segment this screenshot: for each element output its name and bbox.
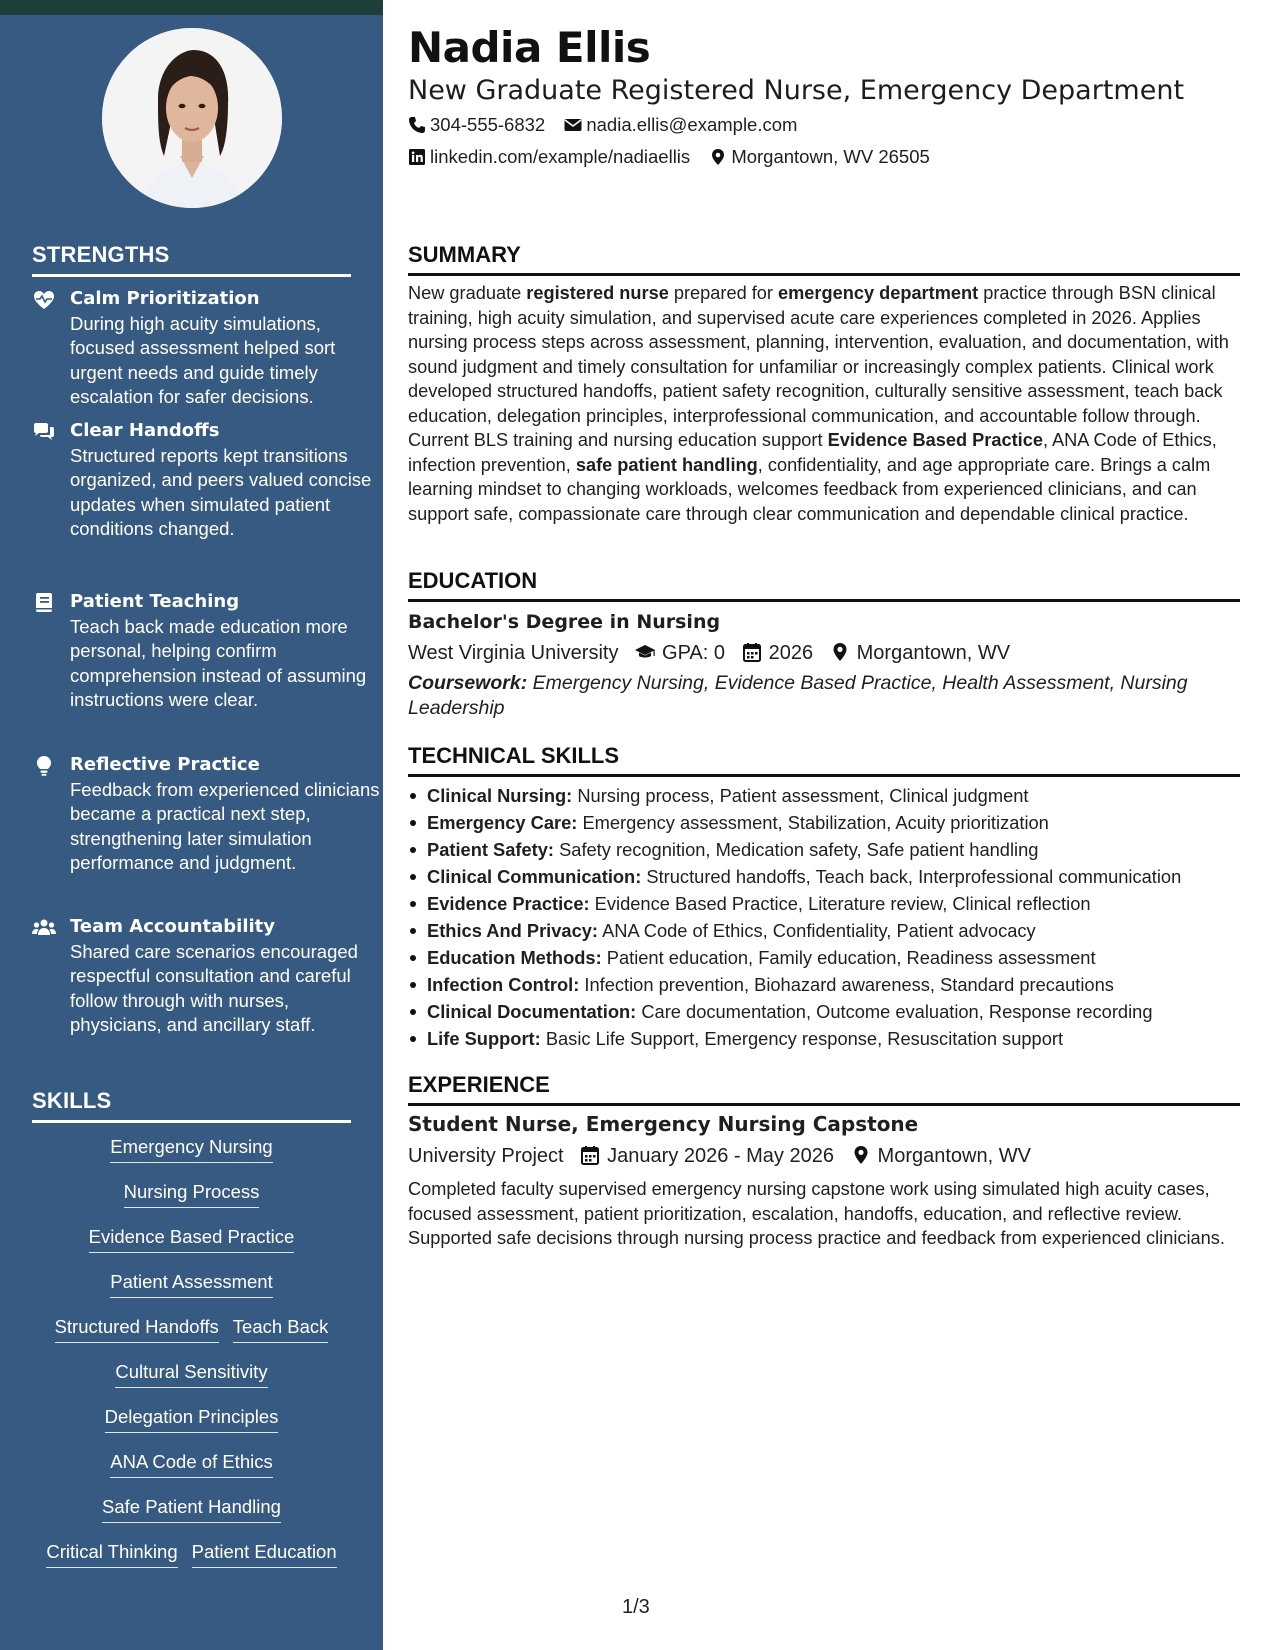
skill-values: Emergency assessment, Stabilization, Acuity prioritization [577,812,1049,833]
candidate-name: Nadia Ellis [408,23,651,72]
job-location: Morgantown, WV [877,1145,1031,1167]
gpa-item [634,640,725,666]
list-item [408,971,1240,998]
skill-row [32,1540,351,1568]
school-name: West Virginia University [408,642,619,664]
skill-row [32,1270,351,1298]
gpa-text: GPA: 0 [662,642,726,664]
skill-row [32,1405,351,1433]
summary-text [408,281,1240,526]
strength-description: Structured reports kept transitions organized, and peers valued concise updates when simulated patient conditions changed. [70,445,372,540]
skill-tag: Critical Thinking [46,1540,177,1568]
strength-title: Clear Handoffs [70,420,220,441]
skill-values: Infection prevention, Biohazard awareness, Standard precautions [579,974,1114,995]
skill-category: Clinical Nursing: [427,785,573,806]
list-item [408,1025,1240,1052]
skill-values: Basic Life Support, Emergency response, Resuscitation support [540,1028,1064,1049]
skill-row [32,1360,351,1388]
linkedin-icon [408,148,426,166]
envelope-icon [564,116,582,134]
summary-segment: prepared for [668,283,779,303]
skill-tag: Structured Handoffs [55,1315,219,1343]
calendar-icon [579,1145,601,1165]
phone-icon [408,116,426,134]
skill-tag: Teach Back [233,1315,329,1343]
skill-category: Evidence Practice: [427,893,590,914]
list-item [408,998,1240,1025]
coursework [408,671,1240,720]
skill-tag: Safe Patient Handling [102,1495,281,1523]
calendar-icon [741,642,763,662]
book-icon [32,592,56,614]
skill-tag: Emergency Nursing [110,1135,272,1163]
candidate-role: New Graduate Registered Nurse, Emergency Department [408,75,1185,106]
chat-bubbles-icon [32,421,56,443]
linkedin-contact[interactable] [408,145,690,169]
linkedin-text: linkedin.com/example/nadiaellis [430,146,691,167]
degree-title: Bachelor's Degree in Nursing [408,611,721,633]
phone-text: 304-555-6832 [430,114,546,135]
skill-values: Nursing process, Patient assessment, Clinical judgment [572,785,1029,806]
skill-category: Clinical Communication: [427,866,642,887]
list-item [408,917,1240,944]
skill-tag: Cultural Sensitivity [115,1360,267,1388]
skill-row [32,1225,351,1253]
phone-contact[interactable] [408,113,545,137]
skill-tag: Patient Assessment [110,1270,272,1298]
heart-pulse-icon [32,289,56,311]
skill-row [32,1495,351,1523]
job-description: Completed faculty supervised emergency nursing capstone work using simulated high acuity cases, focused assessment, patient prioritization, escalation, handoffs, education, and reflective review. Supported safe decisions through nursing process practice and feedback from experienced clinicians. [408,1179,1225,1248]
skill-tag: Delegation Principles [105,1405,279,1433]
summary-highlight: safe patient handling [575,454,758,475]
skill-values: Safety recognition, Medication safety, Safe patient handling [554,839,1039,860]
map-pin-icon [829,642,851,662]
year-text: 2026 [768,642,814,664]
skill-row [32,1315,351,1343]
skill-row [32,1135,351,1163]
contact-line [408,113,811,137]
summary-highlight: registered nurse [526,283,669,303]
experience-heading: EXPERIENCE [408,1071,1240,1106]
strength-description: During high acuity simulations, focused assessment helped sort urgent needs and guide timely escalation for safer decisions. [70,313,336,408]
job-org: University Project [408,1145,564,1167]
summary-segment: New graduate [408,283,527,303]
job-title: Student Nurse, Emergency Nursing Capstone [408,1112,919,1136]
list-item [408,809,1240,836]
lightbulb-icon [32,755,56,777]
location-contact [709,145,929,169]
strength-description: Shared care scenarios encouraged respectful consultation and careful follow through with nurses, physicians, and ancillary staff. [70,941,358,1036]
edu-location-item [829,640,1010,666]
skill-row [32,1450,351,1478]
job-location-item [850,1143,1031,1169]
skill-tag: Patient Education [192,1540,337,1568]
skill-values: Patient education, Family education, Readiness assessment [601,947,1096,968]
year-item [741,640,814,666]
coursework-label: Coursework: [408,672,528,694]
strength-title: Patient Teaching [70,591,240,612]
skill-category: Emergency Care: [427,812,578,833]
map-pin-icon [709,148,727,166]
skill-values: Evidence Based Practice, Literature review, Clinical reflection [589,893,1091,914]
skill-values: Structured handoffs, Teach back, Interprofessional communication [641,866,1182,887]
skill-category: Infection Control: [427,974,580,995]
strength-description: Feedback from experienced clinicians became a practical next step, strengthening later simulation performance and judgment. [70,779,380,874]
skill-row [32,1180,351,1208]
team-icon [32,917,56,939]
summary-highlight: emergency department [778,283,979,303]
technical-skills-list [408,782,1240,1052]
job-dates-item [579,1143,834,1169]
list-item [408,782,1240,809]
education-heading: EDUCATION [408,567,1240,602]
list-item [408,890,1240,917]
email-contact[interactable] [564,113,797,137]
email-text: nadia.ellis@example.com [586,114,798,135]
education-meta [408,640,1020,666]
skill-values: Care documentation, Outcome evaluation, Response recording [636,1001,1153,1022]
summary-segment: , ANA Code of Ethics, infection prevention, [408,430,1217,475]
map-pin-icon [850,1145,872,1165]
job-meta [408,1143,1041,1169]
strength-description: Teach back made education more personal, helping confirm comprehension instead of assuming instructions were clear. [70,616,367,711]
strength-title: Calm Prioritization [70,288,260,309]
summary-segment: , confidentiality, and age appropriate care. Brings a calm learning mindset to changing workloads, welcomes feedback from experienced clinicians, and can support safe, compassionate care through clear communication and dependable clinical practice. [408,454,1211,524]
skill-category: Education Methods: [427,947,602,968]
location-text: Morgantown, WV 26505 [731,146,930,167]
strength-title: Team Accountability [70,916,276,937]
skill-tag: Nursing Process [124,1180,260,1208]
summary-heading: SUMMARY [408,241,1240,276]
page-number: 1/3 [622,1596,650,1618]
strength-title: Reflective Practice [70,754,260,775]
summary-highlight: Evidence Based Practice [827,430,1043,450]
list-item [408,836,1240,863]
contact-line [408,145,944,169]
graduation-cap-icon [634,642,656,662]
strengths-heading: STRENGTHS [32,242,351,277]
skill-category: Clinical Documentation: [427,1001,637,1022]
list-item [408,863,1240,890]
list-item [408,944,1240,971]
skill-values: ANA Code of Ethics, Confidentiality, Patient advocacy [598,920,1036,941]
technical-skills-heading: TECHNICAL SKILLS [408,742,1240,777]
summary-segment: practice through BSN clinical training, high acuity simulation, and supervised acute care experiences completed in 2026. Applies nursing process steps across assessment, planning, intervention, evaluation, and documentation, with sound judgment and timely consultation for unfamiliar or increasingly complex patients. Clinical work developed structured handoffs, patient safety recognition, culturally sensitive assessment, teach back education, delegation principles, interprofessional communication, and accountable follow through. Current BLS training and nursing education support [408,283,1229,450]
skill-tag: Evidence Based Practice [89,1225,295,1253]
skill-category: Ethics And Privacy: [427,920,599,941]
skill-tag: ANA Code of Ethics [110,1450,272,1478]
job-dates: January 2026 - May 2026 [607,1145,834,1167]
skill-category: Life Support: [427,1028,541,1049]
avatar [102,28,282,208]
skill-category: Patient Safety: [427,839,554,860]
sidebar-top-bar [0,0,383,15]
sidebar [0,0,383,1650]
edu-location-text: Morgantown, WV [856,642,1011,664]
skills-heading: SKILLS [32,1088,351,1123]
coursework-list: Emergency Nursing, Evidence Based Practice, Health Assessment, Nursing Leadership [408,672,1188,719]
